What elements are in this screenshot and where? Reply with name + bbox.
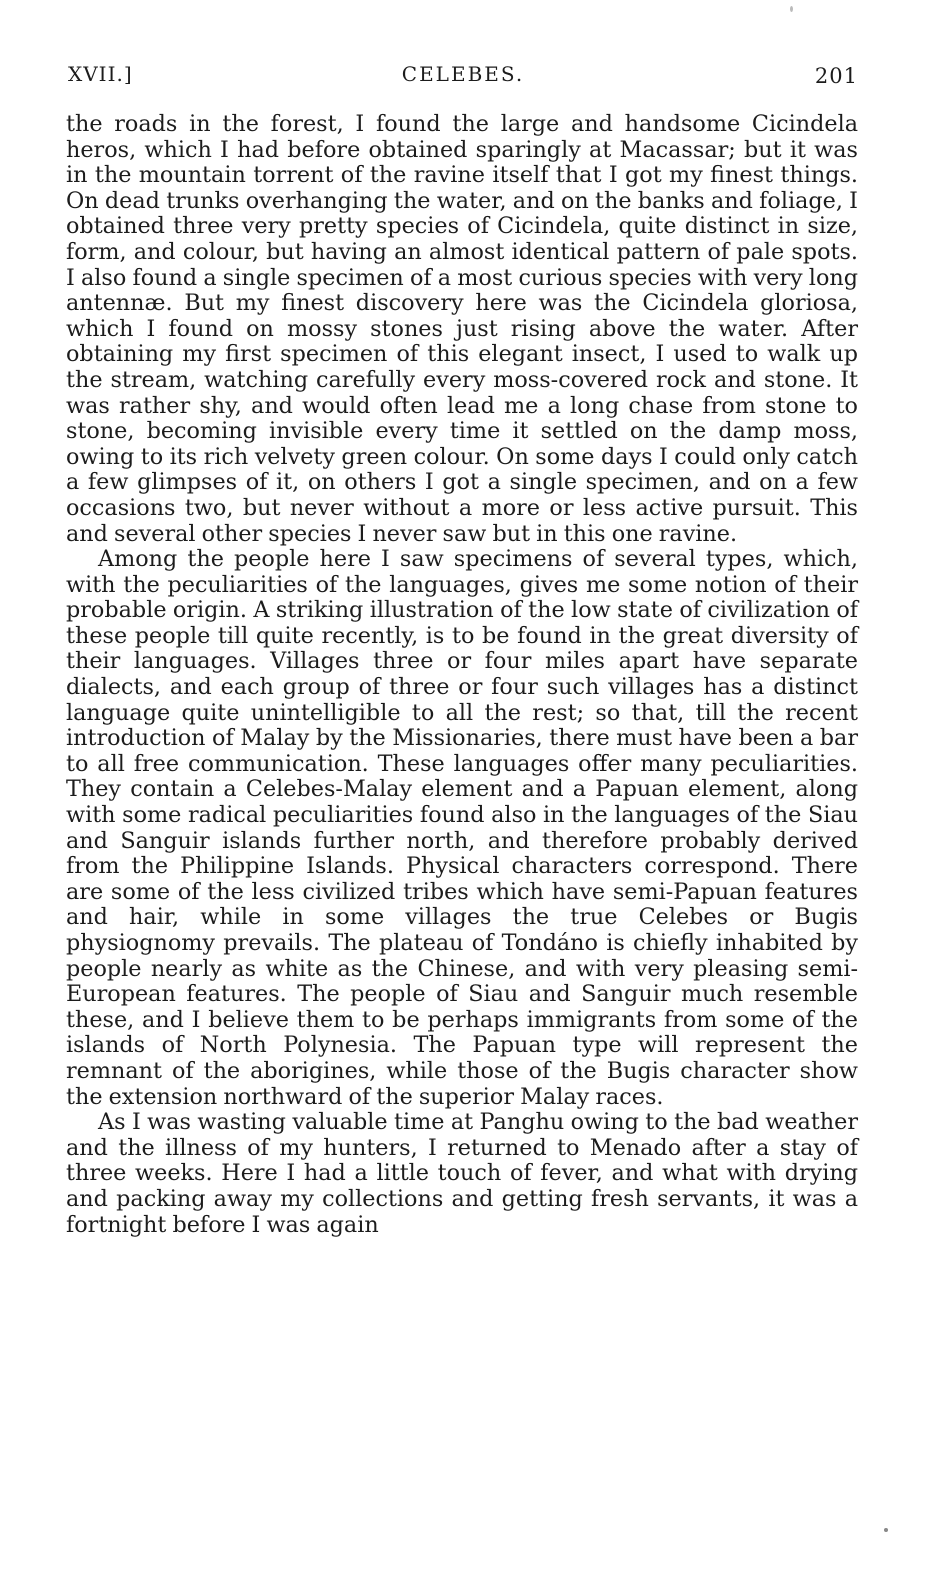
paragraph-return-menado: As I was wasting valuable time at Panghu owing to the bad weather and the illness of my hunters, I returned to Menado after a stay of three weeks. Here I had a little touch of fever, and what with drying and packing away my collections and getting fresh servants, it was a fortnight before I was again (66, 1109, 858, 1238)
chapter-number: XVII.] (68, 62, 133, 86)
page-number: 201 (814, 64, 858, 88)
paragraph-continued: the roads in the forest, I found the large and handsome Cicindela heros, which I had before obtained sparingly at Macassar; but it was in the mountain torrent of the ravine itself that I got my finest things. On dead trunks overhanging the water, and on the banks and foliage, I obtained three very pretty species of Cicindela, quite distinct in size, form, and colour, but having an almost identical pattern of pale spots. I also found a single specimen of a most curious species with very long antennæ. But my finest discovery here was the Cicindela gloriosa, which I found on mossy stones just rising above the water. After obtaining my first specimen of this elegant insect, I used to walk up the stream, watching carefully every moss-covered rock and stone. It was rather shy, and would often lead me a long chase from stone to stone, becoming invisible every time it settled on the damp moss, owing to its rich velvety green colour. On some days I could only catch a few glimpses of it, on others I got a single specimen, and on a few occasions two, but never without a more or less active pursuit. This and several other species I never saw but in this one ravine. (66, 111, 858, 547)
paper-speck (790, 6, 793, 12)
running-title: CELEBES. (401, 62, 525, 86)
body-text (66, 112, 858, 1238)
paragraph-people-types: Among the people here I saw specimens of several types, which, with the peculiarities of the languages, gives me some notion of their probable origin. A striking illustration of the low state of civilization of these people till quite recently, is to be found in the great diversity of their languages. Villages three or four miles apart have separate dialects, and each group of three or four such villages has a distinct language quite unintelligible to all the rest; so that, till the recent introduction of Malay by the Missionaries, there must have been a bar to all free communication. These languages offer many peculiarities. They contain a Celebes-Malay element and a Papuan element, along with some radical peculiarities found also in the languages of the Siau and Sanguir islands further north, and therefore probably derived from the Philippine Islands. Physical characters correspond. There are some of the less civilized tribes which have semi-Papuan features and hair, while in some villages the true Celebes or Bugis physiognomy prevails. The plateau of Tondáno is chiefly inhabited by people nearly as white as the Chinese, and with very pleasing semi-European features. The people of Siau and Sanguir much resemble these, and I believe them to be perhaps immigrants from some of the islands of North Polynesia. The Papuan type will represent the remnant of the aborigines, while those of the Bugis character show the extension northward of the superior Malay races. (66, 546, 858, 1110)
paper-speck (884, 1528, 888, 1532)
running-head (68, 62, 858, 92)
